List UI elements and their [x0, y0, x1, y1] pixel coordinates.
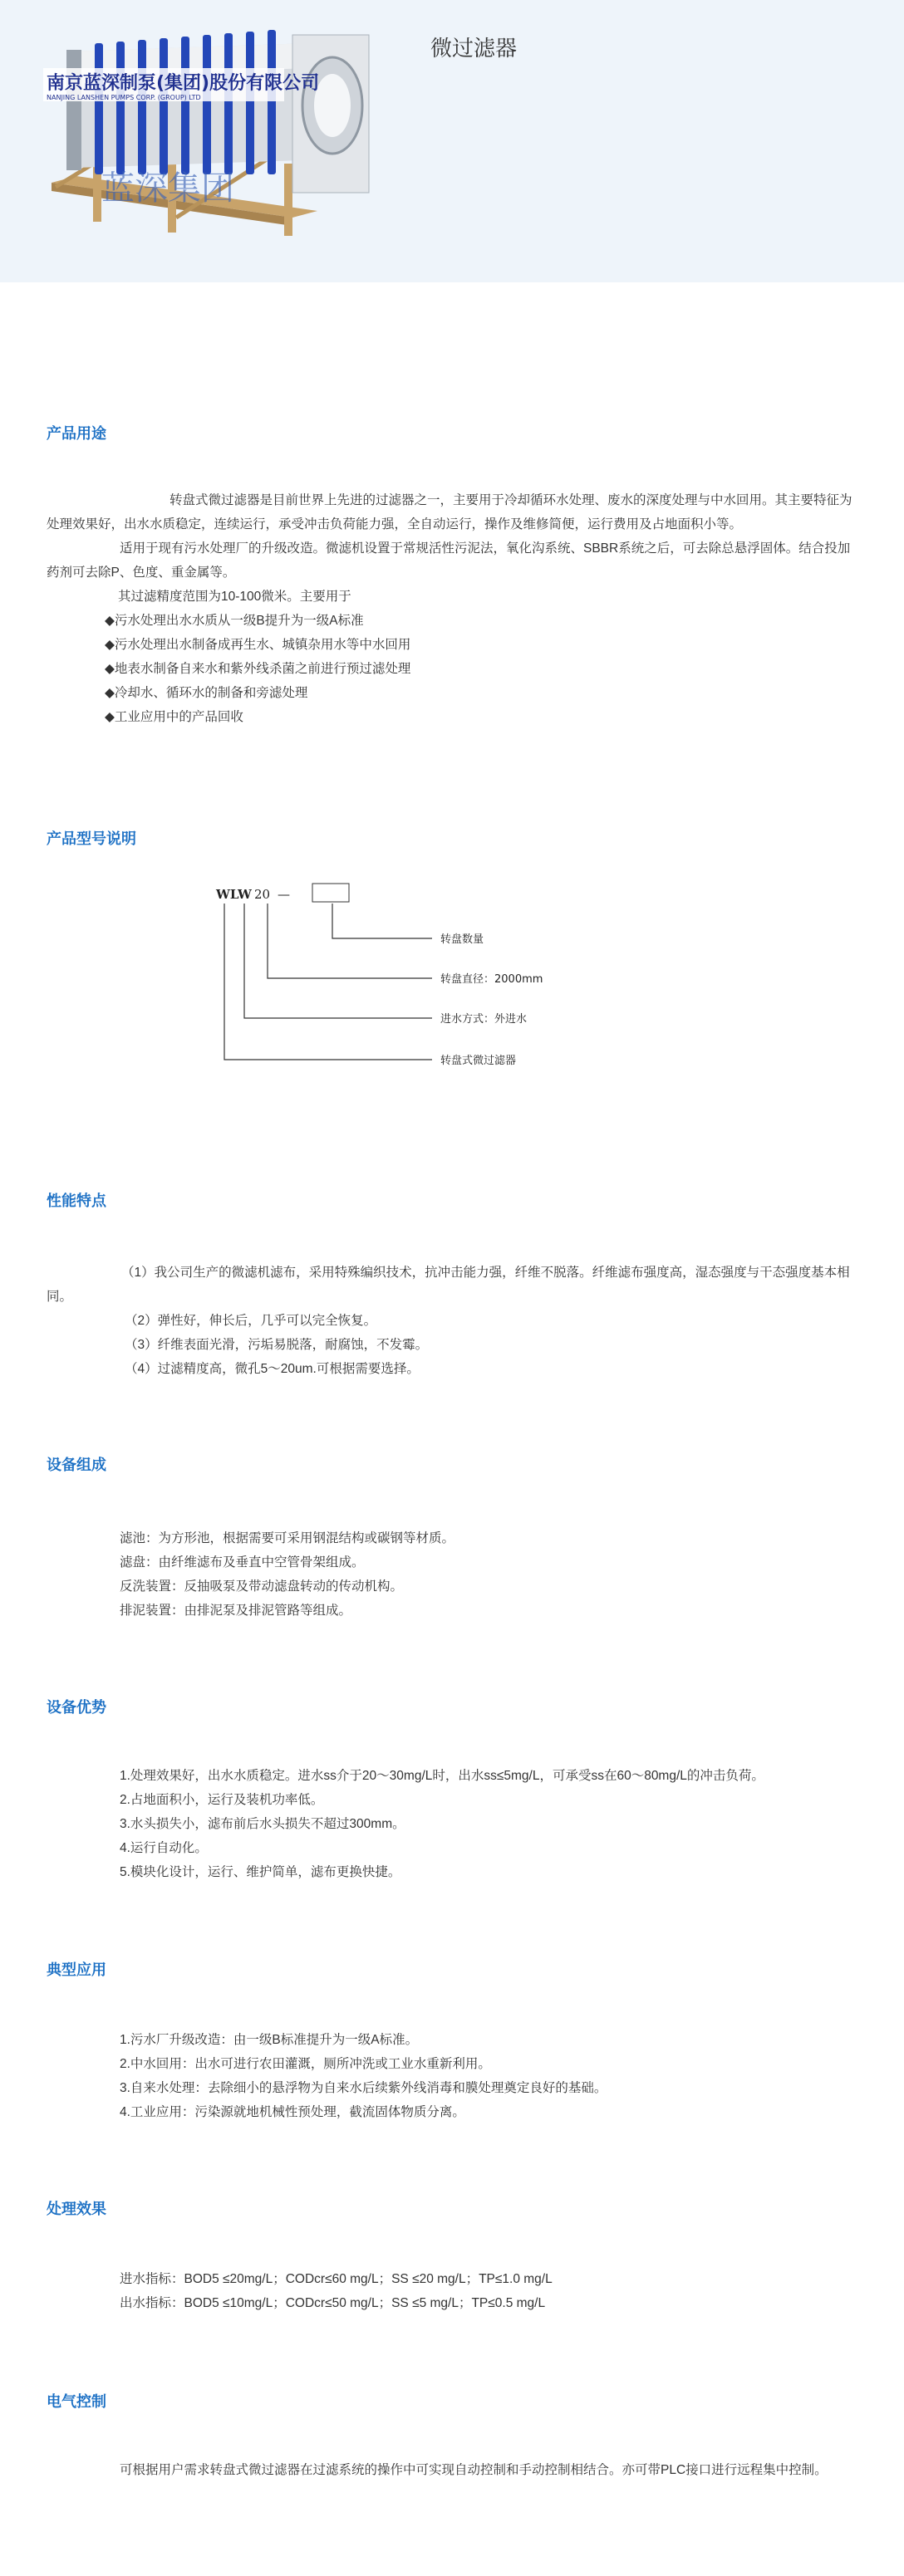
list-item: （3）纤维表面光滑，污垢易脱落，耐腐蚀，不发霉。 [125, 1338, 429, 1352]
section-title: 处理效果 [47, 2201, 106, 2217]
page-title: 微过滤器 [430, 36, 518, 61]
usage-paragraph-1: 转盘式微过滤器是目前世界上先进的过滤器之一，主要用于冷却循环水处理、废水的深度处理与中水回用。其主要特征为处理效果好，出水水质稳定，连续运行，承受冲击负荷能力强，全自动运行，操作及维修简便，运行费用及占地面积小等。 [47, 493, 852, 531]
list-item: 排泥装置：由排泥泵及排泥管路等组成。 [120, 1604, 352, 1618]
list-item: 滤池：为方形池，根据需要可采用钢混结构或碳钢等材质。 [120, 1531, 455, 1545]
list-item: （1）我公司生产的微滤机滤布，采用特殊编织技术，抗冲击能力强，纤维不脱落。纤维滤布强度高，湿态强度与干态强度基本相同。 [47, 1266, 850, 1304]
list-item: ◆工业应用中的产品回收 [105, 710, 243, 724]
code-blank-box [312, 884, 349, 902]
list-item: 3.自来水处理：去除细小的悬浮物为自来水后续紫外线消毒和膜处理奠定良好的基础。 [120, 2081, 607, 2095]
section-model [47, 827, 861, 849]
list-item: （4）过滤精度高，微孔5～20um.可根据需要选择。 [125, 1362, 420, 1376]
section-advantages [47, 1696, 861, 1717]
control-body [47, 2458, 861, 2482]
list-item: 5.模块化设计，运行、维护简单，滤布更换快捷。 [120, 1865, 401, 1879]
advantages-body [47, 1764, 861, 1884]
effects-body [47, 2267, 861, 2315]
company-banner [43, 68, 319, 101]
usage-body [47, 488, 861, 729]
list-item: 滤盘：由纤维滤布及垂直中空管骨架组成。 [120, 1555, 365, 1570]
section-usage [47, 422, 861, 443]
code-part-dash: — [278, 887, 290, 902]
applications-body [47, 2028, 861, 2124]
list-item: 反洗装置：反抽吸泵及带动滤盘转动的传动机构。 [120, 1579, 404, 1594]
product-header [0, 0, 904, 282]
list-item: 1.处理效果好，出水水质稳定。进水ss介于20～30mg/L时，出水ss≤5mg/L，可承受ss在60～80mg/L的冲击负荷。 [120, 1769, 764, 1783]
list-item: ◆冷却水、循环水的制备和旁滤处理 [105, 686, 308, 700]
list-item: （2）弹性好，伸长后，几乎可以完全恢复。 [125, 1314, 377, 1328]
list-item: 3.水头损失小，滤布前后水头损失不超过300mm。 [120, 1817, 405, 1831]
company-name-cn: 南京蓝深制泵(集团)股份有限公司 [47, 73, 320, 94]
product-image [43, 18, 384, 241]
section-effects [47, 2197, 861, 2219]
list-item: 2.占地面积小，运行及装机功率低。 [120, 1793, 324, 1807]
section-title: 典型应用 [47, 1961, 106, 1978]
section-title: 产品型号说明 [47, 830, 136, 847]
composition-body [47, 1526, 861, 1623]
list-item: 2.中水回用：出水可进行农田灌溉，厕所冲洗或工业水重新利用。 [120, 2057, 491, 2071]
section-control [47, 2390, 861, 2412]
end-housing [292, 35, 369, 193]
label-disc-diameter: 转盘直径：2000mm [440, 973, 543, 986]
list-item: ◆污水处理出水制备成再生水、城镇杂用水等中水回用 [105, 638, 411, 652]
label-product-type: 转盘式微过滤器 [440, 1055, 517, 1067]
section-title: 设备组成 [47, 1457, 106, 1473]
list-item: ◆地表水制备自来水和紫外线杀菌之前进行预过滤处理 [105, 662, 411, 676]
usage-list [47, 609, 861, 729]
drum [66, 43, 326, 170]
outlet-indicators: 出水指标：BOD5 ≤10mg/L；CODcr≤50 mg/L；SS ≤5 mg/L；TP≤0.5 mg/L [120, 2296, 546, 2310]
control-paragraph: 可根据用户需求转盘式微过滤器在过滤系统的操作中可实现自动控制和手动控制相结合。亦可带PLC接口进行远程集中控制。 [120, 2463, 828, 2477]
list-item: 4.运行自动化。 [120, 1841, 208, 1855]
section-title: 电气控制 [47, 2393, 106, 2410]
list-item: ◆污水处理出水水质从一级B提升为一级A标准 [105, 614, 364, 628]
code-part-20: 20 [254, 887, 271, 902]
section-applications [47, 1958, 861, 1980]
usage-paragraph-2: 适用于现有污水处理厂的升级改造。微滤机设置于常规活性污泥法，氧化沟系统、SBBR系统之后，可去除总悬浮固体。结合投加药剂可去除P、色度、重金属等。 [47, 541, 851, 580]
code-part-wl: WL [216, 887, 239, 902]
inlet-indicators: 进水指标：BOD5 ≤20mg/L；CODcr≤60 mg/L；SS ≤20 mg/L；TP≤1.0 mg/L [120, 2272, 553, 2286]
section-title: 性能特点 [47, 1193, 106, 1209]
code-part-w: W [238, 887, 252, 902]
list-item: 4.工业应用：污染源就地机械性预处理，截流固体物质分离。 [120, 2105, 465, 2119]
code-leader-lines [224, 904, 432, 1060]
section-title: 产品用途 [47, 425, 106, 442]
section-features [47, 1189, 861, 1211]
label-inlet-mode: 进水方式：外进水 [440, 1013, 528, 1026]
list-item: 1.污水厂升级改造：由一级B标准提升为一级A标准。 [120, 2033, 419, 2047]
brand-watermark: 蓝深集团 [101, 169, 234, 208]
label-disc-count: 转盘数量 [440, 933, 484, 946]
company-name-en: NANJING LANSHEN PUMPS CORP. (GROUP) LTD [47, 94, 201, 101]
features-body [47, 1261, 861, 1381]
section-title: 设备优势 [47, 1699, 106, 1716]
model-code-diagram [199, 879, 631, 1103]
section-composition [47, 1453, 861, 1475]
usage-paragraph-3: 其过滤精度范围为10-100微米。主要用于 [118, 590, 351, 604]
filter-discs [95, 30, 276, 174]
